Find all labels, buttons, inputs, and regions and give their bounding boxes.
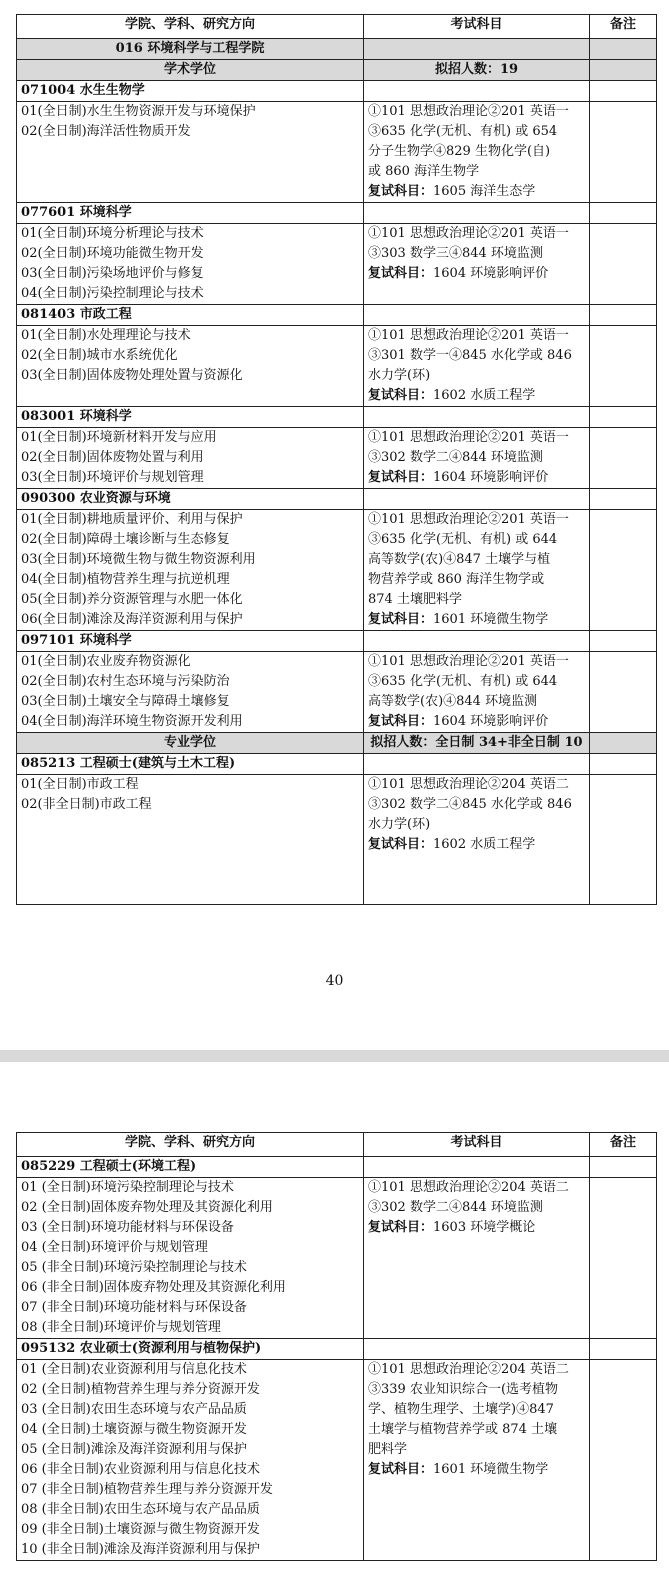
exam-line: ③339 农业知识综合一(选考植物 xyxy=(368,1382,559,1397)
remarks-cell xyxy=(590,428,657,489)
header-exam-subjects: 考试科目 xyxy=(364,1133,590,1157)
academic-sections xyxy=(17,81,657,733)
exam-line: ①101 思想政治理论②201 英语一 xyxy=(368,654,569,669)
direction-item: 04(全日制)污染控制理论与技术 xyxy=(21,286,204,301)
direction-item: 03(全日制)固体废物处理处置与资源化 xyxy=(21,368,243,383)
retest-subject xyxy=(368,610,585,630)
direction-item: 02(全日制)海洋活性物质开发 xyxy=(21,124,191,139)
direction-item: 03 (全日制)农田生态环境与农产品品质 xyxy=(21,1402,247,1417)
direction-item: 04 (全日制)环境评价与规划管理 xyxy=(21,1240,208,1255)
program-title-row xyxy=(17,81,657,102)
retest-subject xyxy=(368,712,585,732)
program-detail-row xyxy=(17,1360,657,1561)
table-header-row xyxy=(17,15,657,39)
direction-item: 10 (非全日制)滩涂及海洋资源利用与保护 xyxy=(21,1542,260,1557)
program-title: 077601 环境科学 xyxy=(17,203,364,224)
remarks-cell xyxy=(590,326,657,407)
college-row xyxy=(17,39,657,60)
direction-item: 05 (非全日制)环境污染控制理论与技术 xyxy=(21,1260,247,1275)
research-directions xyxy=(17,1178,364,1339)
exam-line: ①101 思想政治理论②201 英语一 xyxy=(368,430,569,445)
direction-item: 03(全日制)环境微生物与微生物资源利用 xyxy=(21,552,256,567)
direction-item: 07 (非全日制)植物营养生理与养分资源开发 xyxy=(21,1482,273,1497)
exam-line: 分子生物学④829 生物化学(自) xyxy=(368,144,551,159)
program-title-row xyxy=(17,407,657,428)
exam-line: 土壤学与植物营养学或 874 土壤 xyxy=(368,1422,558,1437)
page-2-sections xyxy=(17,1157,657,1561)
program-title-row xyxy=(17,754,657,775)
exam-line: ①101 思想政治理论②201 英语一 xyxy=(368,512,569,527)
remarks-cell xyxy=(590,1360,657,1561)
retest-label: 复试科目： xyxy=(368,837,434,852)
direction-item: 01(全日制)市政工程 xyxy=(21,777,139,792)
retest-label: 复试科目： xyxy=(368,1220,434,1235)
direction-item: 04 (全日制)土壤资源与微生物资源开发 xyxy=(21,1422,247,1437)
direction-item: 01(全日制)水处理理论与技术 xyxy=(21,328,191,343)
program-detail-row xyxy=(17,775,657,905)
professional-degree-row xyxy=(17,733,657,754)
retest-value: 1602 水质工程学 xyxy=(433,837,536,852)
direction-item: 01(全日制)耕地质量评价、利用与保护 xyxy=(21,512,243,527)
exam-subjects xyxy=(364,224,590,305)
research-directions xyxy=(17,326,364,407)
program-title: 090300 农业资源与环境 xyxy=(17,489,364,510)
direction-item: 02 (全日制)固体废弃物处理及其资源化利用 xyxy=(21,1200,273,1215)
direction-item: 02(全日制)障碍土壤诊断与生态修复 xyxy=(21,532,230,547)
research-directions xyxy=(17,1360,364,1561)
direction-item: 06 (非全日制)农业资源利用与信息化技术 xyxy=(21,1462,260,1477)
program-title: 085213 工程硕士(建筑与土木工程) xyxy=(17,754,364,775)
retest-value: 1605 海洋生态学 xyxy=(433,184,536,199)
retest-label: 复试科目： xyxy=(368,184,434,199)
retest-value: 1602 水质工程学 xyxy=(433,388,536,403)
direction-item: 04(全日制)海洋环境生物资源开发利用 xyxy=(21,714,243,729)
exam-subjects xyxy=(364,1360,590,1561)
program-title-row xyxy=(17,1157,657,1178)
page-separator xyxy=(0,1050,669,1062)
retest-label: 复试科目： xyxy=(368,266,434,281)
header-direction: 学院、学科、研究方向 xyxy=(17,1133,364,1157)
research-directions xyxy=(17,652,364,733)
exam-line: ①101 思想政治理论②204 英语二 xyxy=(368,1180,569,1195)
exam-line: ③635 化学(无机、有机) 或 644 xyxy=(368,674,558,689)
remarks-cell xyxy=(590,510,657,631)
document-page-2 xyxy=(0,1062,669,1569)
direction-item: 02(非全日制)市政工程 xyxy=(21,797,152,812)
program-title: 081403 市政工程 xyxy=(17,305,364,326)
academic-quota: 拟招人数：19 xyxy=(364,60,590,81)
exam-line: ③635 化学(无机、有机) 或 644 xyxy=(368,532,558,547)
exam-line: ③303 数学三④844 环境监测 xyxy=(368,246,543,261)
exam-line: 学、植物生理学、土壤学)④847 xyxy=(368,1402,554,1417)
direction-item: 01(全日制)水生生物资源开发与环境保护 xyxy=(21,104,256,119)
direction-item: 05 (全日制)滩涂及海洋资源利用与保护 xyxy=(21,1442,247,1457)
exam-line: 物营养学或 860 海洋生物学或 xyxy=(368,572,545,587)
header-remarks: 备注 xyxy=(590,15,657,39)
header-direction: 学院、学科、研究方向 xyxy=(17,15,364,39)
direction-item: 02(全日制)固体废物处置与利用 xyxy=(21,450,204,465)
header-exam-subjects: 考试科目 xyxy=(364,15,590,39)
direction-item: 03 (全日制)环境功能材料与环保设备 xyxy=(21,1220,234,1235)
program-detail-row xyxy=(17,652,657,733)
exam-line: 水力学(环) xyxy=(368,817,431,832)
program-title: 097101 环境科学 xyxy=(17,631,364,652)
direction-item: 01 (全日制)农业资源利用与信息化技术 xyxy=(21,1362,247,1377)
program-title: 071004 水生生物学 xyxy=(17,81,364,102)
program-detail-row xyxy=(17,1178,657,1339)
program-detail-row xyxy=(17,428,657,489)
research-directions xyxy=(17,428,364,489)
direction-item: 01(全日制)环境新材料开发与应用 xyxy=(21,430,217,445)
direction-item: 06(全日制)滩涂及海洋资源利用与保护 xyxy=(21,612,243,627)
college-name: 016 环境科学与工程学院 xyxy=(17,39,364,60)
direction-item: 09 (非全日制)土壤资源与微生物资源开发 xyxy=(21,1522,260,1537)
exam-line: ①101 思想政治理论②204 英语二 xyxy=(368,1362,569,1377)
professional-degree-label: 专业学位 xyxy=(17,733,364,754)
professional-quota: 拟招人数：全日制 34+非全日制 10 xyxy=(364,733,590,754)
direction-item: 06 (非全日制)固体废弃物处理及其资源化利用 xyxy=(21,1280,286,1295)
program-title-row xyxy=(17,631,657,652)
retest-value: 1601 环境微生物学 xyxy=(433,1462,549,1477)
direction-item: 05(全日制)养分资源管理与水肥一体化 xyxy=(21,592,243,607)
exam-line: 肥料学 xyxy=(368,1442,408,1457)
exam-line: 高等数学(农)④844 环境监测 xyxy=(368,694,538,709)
professional-sections xyxy=(17,754,657,905)
page-number: 40 xyxy=(325,973,344,989)
program-title-row xyxy=(17,1339,657,1360)
retest-label: 复试科目： xyxy=(368,1462,434,1477)
exam-subjects xyxy=(364,326,590,407)
research-directions xyxy=(17,102,364,203)
exam-line: ③301 数学一④845 水化学或 846 xyxy=(368,348,572,363)
program-title-row xyxy=(17,305,657,326)
retest-subject xyxy=(368,264,585,284)
direction-item: 03(全日制)污染场地评价与修复 xyxy=(21,266,204,281)
exam-subjects xyxy=(364,775,590,905)
exam-line: ①101 思想政治理论②204 英语二 xyxy=(368,777,569,792)
admissions-table-page-1 xyxy=(16,14,657,905)
academic-degree-row xyxy=(17,60,657,81)
remarks-cell xyxy=(590,1178,657,1339)
retest-value: 1603 环境学概论 xyxy=(433,1220,536,1235)
retest-subject xyxy=(368,835,585,855)
program-title-row xyxy=(17,489,657,510)
direction-item: 01(全日制)农业废弃物资源化 xyxy=(21,654,191,669)
exam-subjects xyxy=(364,510,590,631)
direction-item: 02 (全日制)植物营养生理与养分资源开发 xyxy=(21,1382,260,1397)
remarks-cell xyxy=(590,652,657,733)
retest-subject xyxy=(368,468,585,488)
direction-item: 01(全日制)环境分析理论与技术 xyxy=(21,226,204,241)
exam-line: 水力学(环) xyxy=(368,368,431,383)
exam-line: 874 土壤肥料学 xyxy=(368,592,462,607)
exam-subjects xyxy=(364,102,590,203)
header-remarks: 备注 xyxy=(590,1133,657,1157)
exam-subjects xyxy=(364,652,590,733)
exam-line: ③302 数学二④844 环境监测 xyxy=(368,1200,543,1215)
retest-value: 1604 环境影响评价 xyxy=(433,714,549,729)
exam-line: ③302 数学二④845 水化学或 846 xyxy=(368,797,572,812)
admissions-table-page-2 xyxy=(16,1132,657,1561)
retest-label: 复试科目： xyxy=(368,470,434,485)
program-detail-row xyxy=(17,510,657,631)
exam-line: ①101 思想政治理论②201 英语一 xyxy=(368,226,569,241)
retest-subject xyxy=(368,1460,585,1480)
program-detail-row xyxy=(17,102,657,203)
research-directions xyxy=(17,775,364,905)
direction-item: 08 (非全日制)农田生态环境与农产品品质 xyxy=(21,1502,260,1517)
program-detail-row xyxy=(17,224,657,305)
program-title: 095132 农业硕士(资源利用与植物保护) xyxy=(17,1339,364,1360)
direction-item: 08 (非全日制)环境评价与规划管理 xyxy=(21,1320,221,1335)
direction-item: 03(全日制)环境评价与规划管理 xyxy=(21,470,204,485)
exam-subjects xyxy=(364,428,590,489)
program-title: 085229 工程硕士(环境工程) xyxy=(17,1157,364,1178)
direction-item: 02(全日制)环境功能微生物开发 xyxy=(21,246,204,261)
research-directions xyxy=(17,224,364,305)
direction-item: 02(全日制)城市水系统优化 xyxy=(21,348,178,363)
program-title-row xyxy=(17,203,657,224)
direction-item: 01 (全日制)环境污染控制理论与技术 xyxy=(21,1180,234,1195)
exam-subjects xyxy=(364,1178,590,1339)
research-directions xyxy=(17,510,364,631)
direction-item: 02(全日制)农村生态环境与污染防治 xyxy=(21,674,230,689)
program-title: 083001 环境科学 xyxy=(17,407,364,428)
exam-line: ①101 思想政治理论②201 英语一 xyxy=(368,104,569,119)
exam-line: ③302 数学二④844 环境监测 xyxy=(368,450,543,465)
remarks-cell xyxy=(590,102,657,203)
retest-subject xyxy=(368,182,585,202)
retest-label: 复试科目： xyxy=(368,388,434,403)
exam-line: 或 860 海洋生物学 xyxy=(368,164,480,179)
exam-line: ①101 思想政治理论②201 英语一 xyxy=(368,328,569,343)
retest-value: 1601 环境微生物学 xyxy=(433,612,549,627)
exam-line: 高等数学(农)④847 土壤学与植 xyxy=(368,552,551,567)
retest-value: 1604 环境影响评价 xyxy=(433,470,549,485)
retest-subject xyxy=(368,1218,585,1238)
retest-value: 1604 环境影响评价 xyxy=(433,266,549,281)
retest-label: 复试科目： xyxy=(368,714,434,729)
remarks-cell xyxy=(590,775,657,905)
academic-degree-label: 学术学位 xyxy=(17,60,364,81)
exam-line: ③635 化学(无机、有机) 或 654 xyxy=(368,124,558,139)
retest-label: 复试科目： xyxy=(368,612,434,627)
direction-item: 07 (非全日制)环境功能材料与环保设备 xyxy=(21,1300,247,1315)
table-header-row xyxy=(17,1133,657,1157)
direction-item: 04(全日制)植物营养生理与抗逆机理 xyxy=(21,572,230,587)
program-detail-row xyxy=(17,326,657,407)
remarks-cell xyxy=(590,224,657,305)
direction-item: 03(全日制)土壤安全与障碍土壤修复 xyxy=(21,694,230,709)
retest-subject xyxy=(368,386,585,406)
